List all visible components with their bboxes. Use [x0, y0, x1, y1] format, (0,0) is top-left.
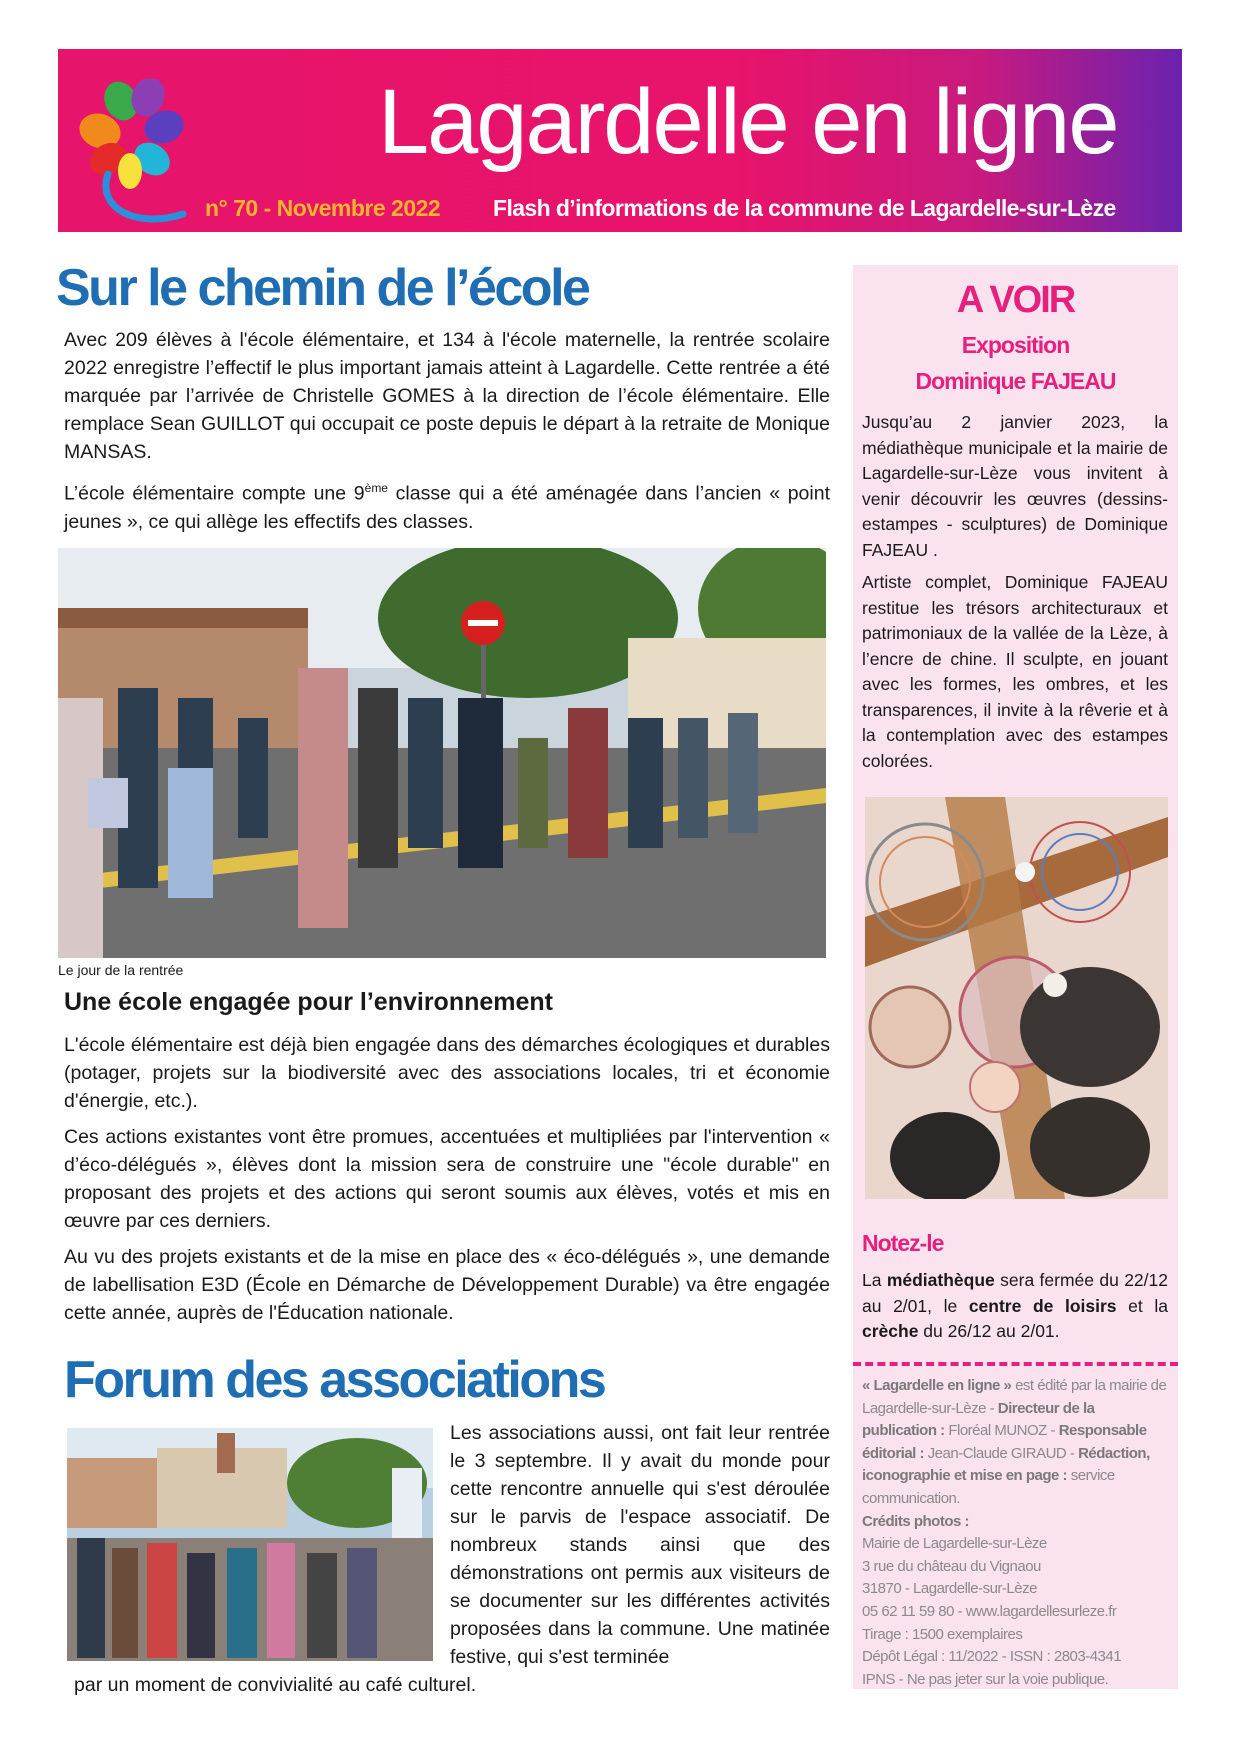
notez-text-4: du 26/12 au 2/01. — [918, 1321, 1060, 1341]
notez-mediatheque: médiathèque — [886, 1270, 995, 1290]
credits-director: Floréal MUNOZ - — [944, 1422, 1059, 1440]
notez-centre-loisirs: centre de loisirs — [968, 1295, 1117, 1316]
credits-publication-name: « Lagardelle en ligne » — [862, 1377, 1012, 1394]
environment-body — [64, 1031, 830, 1335]
newsletter-title: Lagardelle en ligne — [378, 71, 1118, 173]
credits-layout: service communication. — [862, 1467, 1115, 1507]
forum-article-heading: Forum des associations — [64, 1351, 605, 1409]
publication-credits — [862, 1375, 1172, 1691]
notez-creche: crèche — [862, 1321, 919, 1341]
notez-text-1: La — [862, 1270, 887, 1290]
school-p2-end: classe qui a été aménagée dans l’ancien « point jeunes », ce qui allège les effectifs des classes. — [64, 482, 830, 533]
artwork-sculpture-photo — [865, 797, 1168, 1199]
forum-article-body: Les associations aussi, ont fait leur rentrée le 3 septembre. Il y avait du monde pour cette rencontre annuelle qui s'est déroulée sur le parvis de l'espace associatif. De nombreux stands ainsi que des démonstrations ont permis aux visiteurs de se documenter sur les différentes activités proposées dans la commune. Une matinée festive, qui s'est terminée — [450, 1422, 830, 1668]
exhibition-paragraph-1: Jusqu’au 2 janvier 2023, la médiathèque municipale et la mairie de Lagardelle-sur-Lèze vous invitent à venir découvrir les œuvres (dessins-estampes - sculptures) de Dominique FAJEAU . — [862, 412, 1168, 560]
credits-address-line-1: Mairie de Lagardelle-sur-Lèze — [862, 1535, 1047, 1553]
exhibition-description — [862, 410, 1168, 781]
forum-article-last-line: par un moment de convivialité au café culturel. — [74, 1674, 477, 1696]
credits-director-label: Directeur de la publication : — [862, 1399, 1095, 1440]
school-paragraph-2 — [64, 474, 830, 536]
credits-legal-deposit: Dépôt Légal : 11/2022 - ISSN : 2803-4341 — [862, 1648, 1122, 1666]
credits-editor: Jean-Claude GIRAUD - — [924, 1444, 1079, 1462]
exhibition-artist: Dominique FAJEAU — [915, 368, 1116, 394]
sidebar-heading: A VOIR — [956, 279, 1075, 321]
newsletter-tagline: Flash d’informations de la commune de Lagardelle-sur-Lèze — [493, 195, 1116, 221]
environment-paragraph-2: Ces actions existantes vont être promues, accentuées et multipliées par l'intervention « d’éco-délégués », élèves dont la mission sera de construire une "école durable" en proposant des projets et des actions qui seront soumis aux élèves, votés et mis en œuvre par ces derniers. — [64, 1126, 830, 1232]
credits-address-line-2: 3 rue du château du Vignaou — [862, 1557, 1041, 1575]
credits-editor-label: Responsable éditorial : — [862, 1422, 1147, 1462]
notez-text-2: sera fermée du 22/12 au 2/01, le — [862, 1270, 1168, 1316]
environment-paragraph-3: Au vu des projets existants et de la mise en place des « éco-délégués », une demande de labellisation E3D (École en Démarche de Développement Durable) va être engagée cette année, auprès de l'Éducation nationale. — [64, 1246, 830, 1324]
credits-photos-label: Crédits photos : — [862, 1512, 969, 1530]
credits-ipns: IPNS - Ne pas jeter sur la voie publique. — [862, 1670, 1109, 1688]
sidebar-panel — [853, 265, 1178, 1689]
school-p2-start: L’école élémentaire compte une 9 — [64, 482, 365, 505]
credits-contact: 05 62 11 59 80 - www.lagardellesurleze.fr — [862, 1602, 1117, 1620]
school-article-body — [64, 326, 830, 544]
environment-subheading: Une école engagée pour l’environnement — [64, 988, 554, 1016]
school-entrance-photo — [58, 548, 826, 958]
school-photo-caption: Le jour de la rentrée — [58, 962, 184, 978]
forum-crowd-photo — [67, 1428, 433, 1661]
exhibition-paragraph-2: Artiste complet, Dominique FAJEAU restitue les trésors architecturaux et patrimoniaux de la vallée de la Lèze, à l’encre de chine. Il sculpte, en jouant avec les formes, les ombres, et les transparences, il invite à la rêverie et à la contemplation avec des estampes colorées. — [862, 572, 1168, 771]
notez-heading: Notez-le — [862, 1230, 944, 1256]
credits-address-line-3: 31870 - Lagardelle-sur-Lèze — [862, 1580, 1037, 1598]
ordinal-suffix: ème — [364, 481, 388, 495]
credits-edited-by: est édité par la mairie de Lagardelle-sur-Lèze - — [862, 1377, 1167, 1417]
exhibition-label: Exposition — [961, 332, 1070, 358]
school-paragraph-1: Avec 209 élèves à l'école élémentaire, et 134 à l'école maternelle, la rentrée scolaire 2022 enregistre l’effectif le plus important jamais atteint à Lagardelle. Cette rentrée a été marquée par l’arrivée de Christelle GOMES à la direction de l’école élémentaire. Elle remplace Sean GUILLOT qui occupait ce poste depuis le départ à la retraite de Monique MANSAS. — [64, 329, 830, 463]
sidebar-dashed-divider — [853, 1362, 1178, 1366]
header-banner — [58, 49, 1182, 232]
issue-number: n° 70 - Novembre 2022 — [205, 195, 441, 221]
school-article-heading: Sur le chemin de l’école — [56, 259, 589, 317]
flower-logo-icon — [78, 79, 193, 229]
credits-print-run: Tirage : 1500 exemplaires — [862, 1625, 1023, 1643]
environment-paragraph-1: L'école élémentaire est déjà bien engagée dans des démarches écologiques et durables (potager, projets sur la biodiversité avec des associations locales, tri et économie d'énergie, etc.). — [64, 1034, 830, 1112]
notez-body — [862, 1268, 1168, 1345]
notez-text-3: et la — [1116, 1295, 1168, 1316]
credits-layout-label: Rédaction, iconographie et mise en page : — [862, 1444, 1150, 1485]
